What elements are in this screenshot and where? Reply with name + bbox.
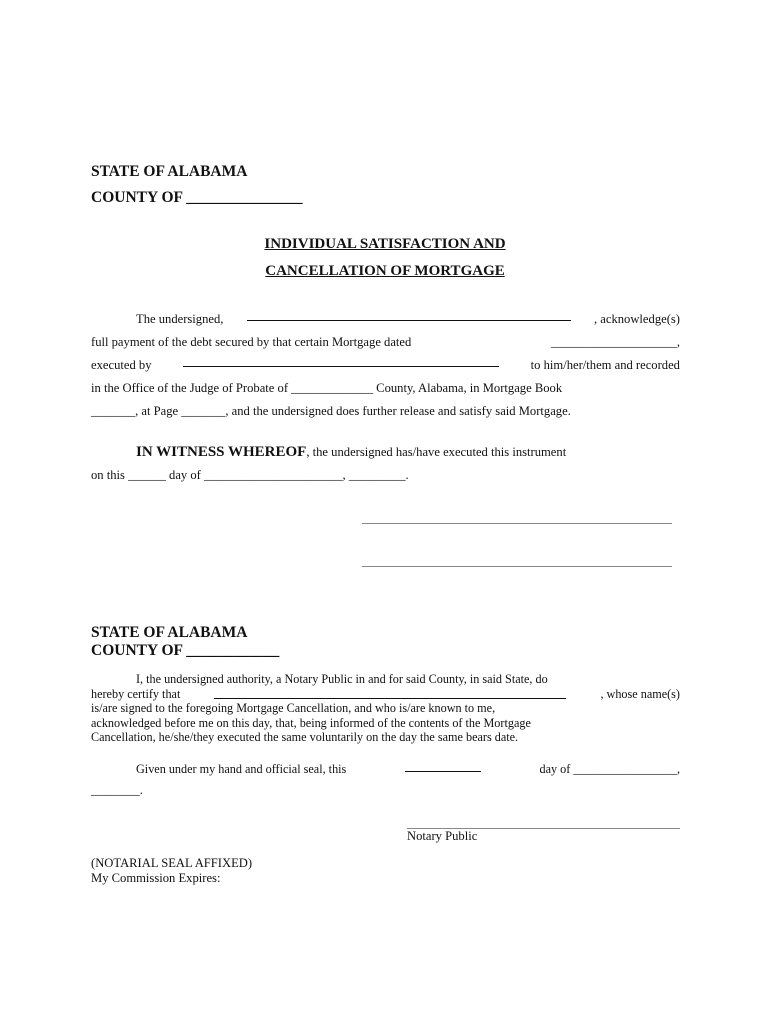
notary-line-1: I, the undersigned authority, a Notary Public in and for said County, in said State, do xyxy=(136,672,548,686)
state-heading: STATE OF ALABAMA xyxy=(91,163,248,180)
given-month-text: day of _________________, xyxy=(539,762,680,776)
executed-by-label: executed by xyxy=(91,358,152,372)
mortgage-date-blank[interactable]: ____________________, xyxy=(550,335,680,349)
acknowledge-text: , acknowledge(s) xyxy=(593,312,680,326)
county-blank-2: ____________ xyxy=(186,642,280,659)
certify-name-blank[interactable] xyxy=(214,687,566,700)
given-text: Given under my hand and official seal, this xyxy=(136,762,347,776)
certify-label: hereby certify that xyxy=(91,686,181,701)
probate-office-text: in the Office of the Judge of Probate of _____________ County, Alabama, in Mortgage Book xyxy=(91,381,563,395)
notary-line-3: is/are signed to the foregoing Mortgage Cancellation, and who is/are known to me, xyxy=(91,701,496,716)
book-page-text: _______, at Page _______, and the undersigned does further release and satisfy said Mortgage. xyxy=(91,404,571,418)
county-heading-2 xyxy=(91,642,279,660)
given-day-blank[interactable] xyxy=(405,759,481,772)
witness-paragraph xyxy=(91,441,680,487)
county-heading xyxy=(91,189,303,207)
recorded-text: to him/her/them and recorded xyxy=(530,358,680,372)
county-label: COUNTY OF xyxy=(91,189,187,206)
undersigned-label: The undersigned, xyxy=(136,312,224,326)
notary-public-label: Notary Public xyxy=(407,829,478,843)
notary-line-5: Cancellation, he/she/they executed the same voluntarily on the day the same bears date. xyxy=(91,730,519,745)
executed-by-blank[interactable] xyxy=(183,354,499,367)
county-label-2: COUNTY OF xyxy=(91,642,187,659)
given-paragraph xyxy=(91,759,680,801)
document-title-line2: CANCELLATION OF MORTGAGE xyxy=(265,263,505,279)
notarial-seal-text: (NOTARIAL SEAL AFFIXED) xyxy=(91,856,253,870)
signature-line-2[interactable] xyxy=(362,566,672,567)
notary-paragraph xyxy=(91,672,680,745)
commission-expires-text: My Commission Expires: xyxy=(91,871,221,885)
witness-date-text: on this ______ day of ______________________, _________. xyxy=(91,468,409,482)
county-blank: _______________ xyxy=(186,189,303,206)
state-heading-2: STATE OF ALABAMA xyxy=(91,624,248,641)
witness-heading: IN WITNESS WHEREOF xyxy=(136,444,307,460)
mortgage-dated-text: full payment of the debt secured by that certain Mortgage dated xyxy=(91,335,412,349)
whose-names-text: , whose name(s) xyxy=(600,686,680,701)
signature-line-1[interactable] xyxy=(362,523,672,524)
release-paragraph xyxy=(91,308,680,423)
notary-line-4: acknowledged before me on this day, that, being informed of the contents of the Mortgage xyxy=(91,715,531,730)
document-title-line1: INDIVIDUAL SATISFACTION AND xyxy=(264,236,506,252)
witness-text: , the undersigned has/have executed this instrument xyxy=(306,445,567,459)
undersigned-name-blank[interactable] xyxy=(247,308,571,321)
given-year-blank: ________. xyxy=(91,783,143,797)
